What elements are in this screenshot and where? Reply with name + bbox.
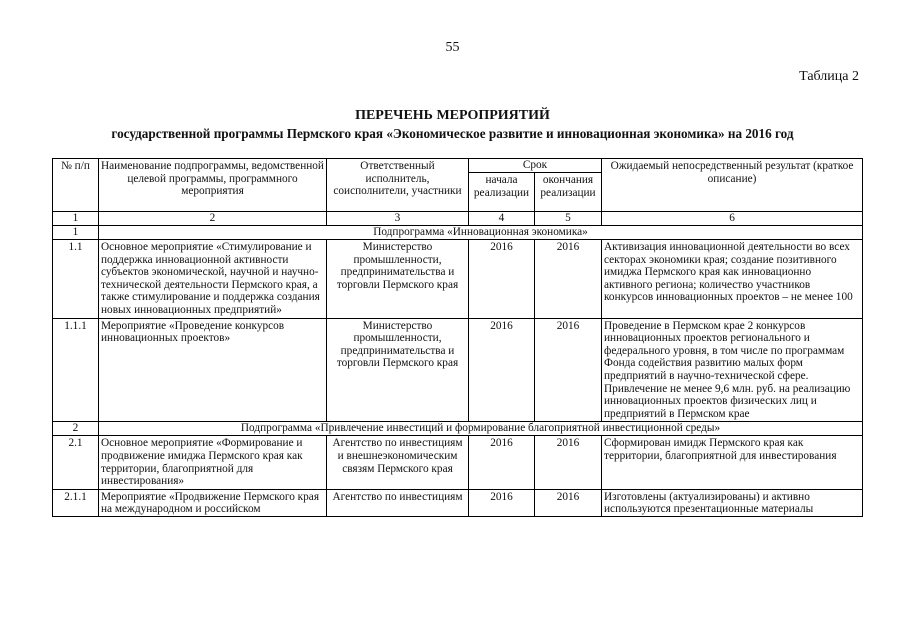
row-start: 2016 — [469, 318, 535, 422]
row-result: Сформирован имидж Пермского края как территории, благоприятной для инвестирования — [602, 436, 863, 489]
row-start: 2016 — [469, 240, 535, 319]
table-row — [53, 318, 863, 422]
row-result: Проведение в Пермском крае 2 конкурсов инновационных проектов регионального и федерального уровня, в том числе по программам Фонда содействия развитию малых форм предприятий в научно-технической сфере. Привлечение не менее 9,6 млн. руб. на реализацию инновационных проектов физических лиц и предприятий в Пермском крае — [602, 318, 863, 422]
table-row — [53, 436, 863, 489]
row-end: 2016 — [535, 436, 602, 489]
column-number: 4 — [469, 212, 535, 226]
row-name: Мероприятие «Проведение конкурсов инновационных проектов» — [99, 318, 327, 422]
document-title: ПЕРЕЧЕНЬ МЕРОПРИЯТИЙ — [355, 108, 550, 123]
row-name: Основное мероприятие «Формирование и продвижение имиджа Пермского края как территории, благоприятной для инвестирования» — [99, 436, 327, 489]
row-responsible — [327, 489, 469, 516]
row-num: 2.1.1 — [53, 489, 99, 516]
column-number: 2 — [99, 212, 327, 226]
subprogram-title: Подпрограмма «Привлечение инвестиций и формирование благоприятной инвестиционной среды» — [99, 422, 863, 436]
row-start: 2016 — [469, 436, 535, 489]
header-row — [53, 159, 863, 173]
row-responsible: Министерство промышленности, предпринимательства и торговли Пермского края — [327, 240, 469, 319]
table-label: Таблица 2 — [799, 69, 859, 84]
header-result: Ожидаемый непосредственный результат (краткое описание) — [602, 159, 863, 212]
row-num: 1.1.1 — [53, 318, 99, 422]
subprogram-row — [53, 422, 863, 436]
events-table — [52, 158, 863, 517]
subprogram-num: 1 — [53, 226, 99, 240]
subprogram-title: Подпрограмма «Инновационная экономика» — [99, 226, 863, 240]
row-result: Активизация инновационной деятельности во всех секторах экономики края; создание позитивного имиджа Пермского края как инновационно активного региона; количество участников конкурсов инновационных проектов – не менее 100 — [602, 240, 863, 319]
column-number: 5 — [535, 212, 602, 226]
header-responsible: Ответственный исполнитель, соисполнители, участники — [327, 159, 469, 212]
row-name-text: Мероприятие «Продвижение Пермского края на международном и российском — [101, 490, 320, 515]
row-name — [99, 489, 327, 516]
column-number: 3 — [327, 212, 469, 226]
subprogram-num: 2 — [53, 422, 99, 436]
row-result — [602, 489, 863, 516]
row-responsible-text: Агентство по инвестициям — [332, 490, 463, 503]
column-number: 1 — [53, 212, 99, 226]
row-end: 2016 — [535, 240, 602, 319]
row-start: 2016 — [469, 489, 535, 516]
header-name: Наименование подпрограммы, ведомственной целевой программы, программного мероприятия — [99, 159, 327, 212]
row-num: 2.1 — [53, 436, 99, 489]
row-responsible: Министерство промышленности, предпринимательства и торговли Пермского края — [327, 318, 469, 422]
header-term: Срок — [469, 159, 602, 173]
row-num: 1.1 — [53, 240, 99, 319]
row-name: Основное мероприятие «Стимулирование и поддержка инновационной активности субъектов экономической, научной и научно-технической деятельности Пермского края, а также стимулирование и поддержка создания новых инновационных предприятий» — [99, 240, 327, 319]
header-start: начала реализации — [469, 173, 535, 212]
column-numbers-row — [53, 212, 863, 226]
row-responsible: Агентство по инвестициям и внешнеэкономическим связям Пермского края — [327, 436, 469, 489]
header-end: окончания реализации — [535, 173, 602, 212]
subprogram-row — [53, 226, 863, 240]
row-end: 2016 — [535, 489, 602, 516]
header-num: № п/п — [53, 159, 99, 212]
row-result-text: Изготовлены (актуализированы) и активно используются презентационные материалы — [604, 490, 814, 515]
table-row — [53, 240, 863, 319]
row-end: 2016 — [535, 318, 602, 422]
page-number: 55 — [445, 40, 460, 55]
column-number: 6 — [602, 212, 863, 226]
table-row — [53, 489, 863, 516]
document-subtitle: государственной программы Пермского края «Экономическое развитие и инновационная экономика» на 2016 год — [111, 126, 794, 141]
